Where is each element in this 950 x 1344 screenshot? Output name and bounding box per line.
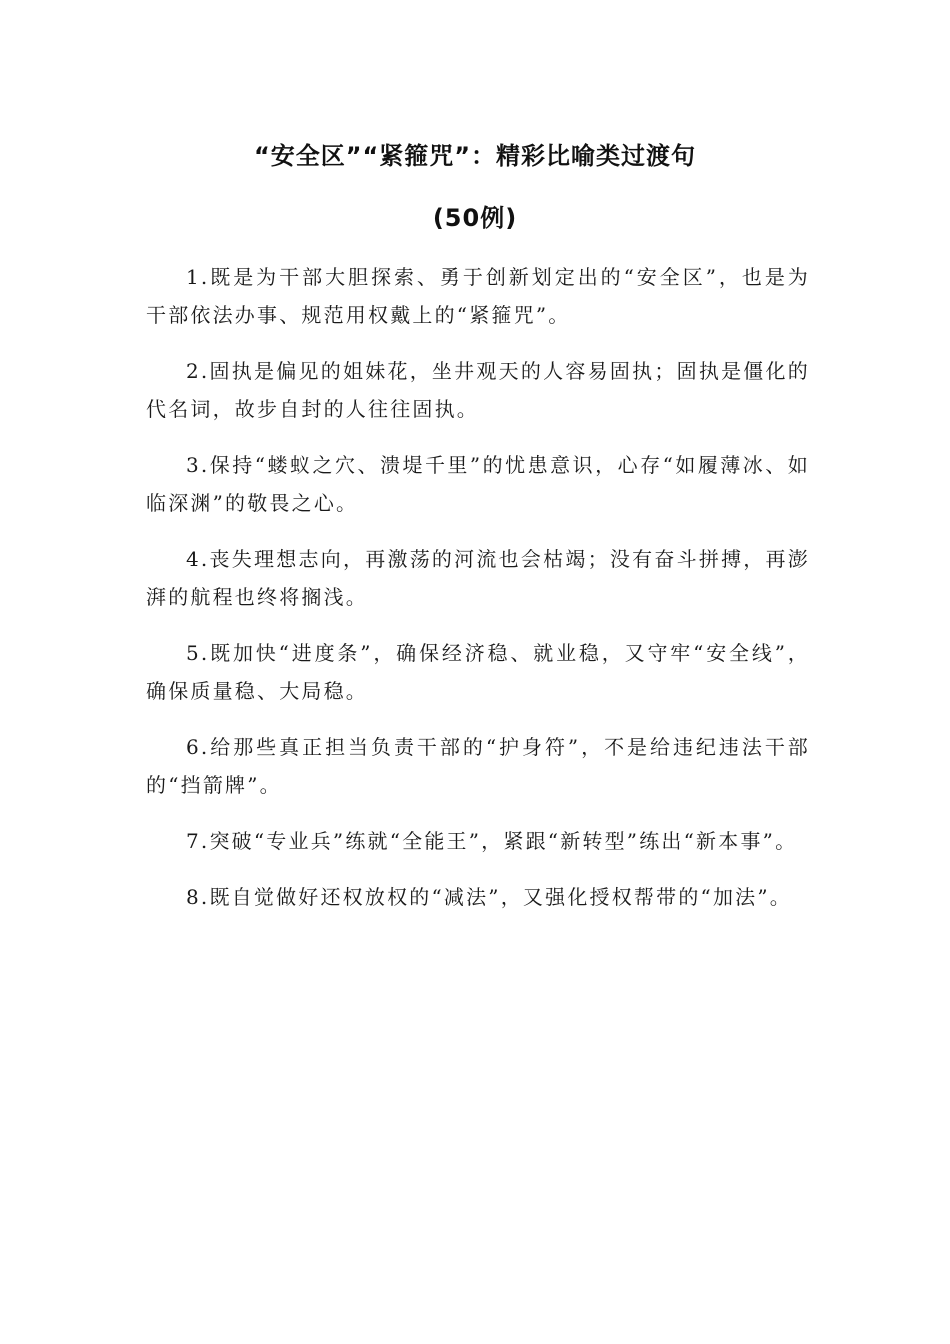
paragraph-1: 1.既是为干部大胆探索、勇于创新划定出的“安全区”，也是为干部依法办事、规范用权戴上的“紧箍咒”。 — [146, 265, 810, 327]
paragraph-3: 3.保持“蝼蚁之穴、溃堤千里”的忧患意识，心存“如履薄冰、如临深渊”的敬畏之心。 — [146, 453, 810, 515]
paragraph-6: 6.给那些真正担当负责干部的“护身符”，不是给违纪违法干部的“挡箭牌”。 — [146, 735, 810, 797]
paragraph-4: 4.丧失理想志向，再激荡的河流也会枯竭；没有奋斗拼搏，再澎湃的航程也终将搁浅。 — [146, 547, 810, 609]
paragraph-8: 8.既自觉做好还权放权的“减法”，又强化授权帮带的“加法”。 — [186, 885, 792, 909]
document-body — [146, 258, 810, 934]
document-subtitle: (50例) — [432, 204, 518, 232]
paragraph-7: 7.突破“专业兵”练就“全能王”，紧跟“新转型”练出“新本事”。 — [186, 829, 798, 853]
paragraph-5: 5.既加快“进度条”，确保经济稳、就业稳，又守牢“安全线”，确保质量稳、大局稳。 — [146, 641, 810, 703]
document-title: “安全区”“紧箍咒”：精彩比喻类过渡句 — [253, 142, 697, 170]
paragraph-2: 2.固执是偏见的姐妹花，坐井观天的人容易固执；固执是僵化的代名词，故步自封的人往往固执。 — [146, 359, 810, 421]
